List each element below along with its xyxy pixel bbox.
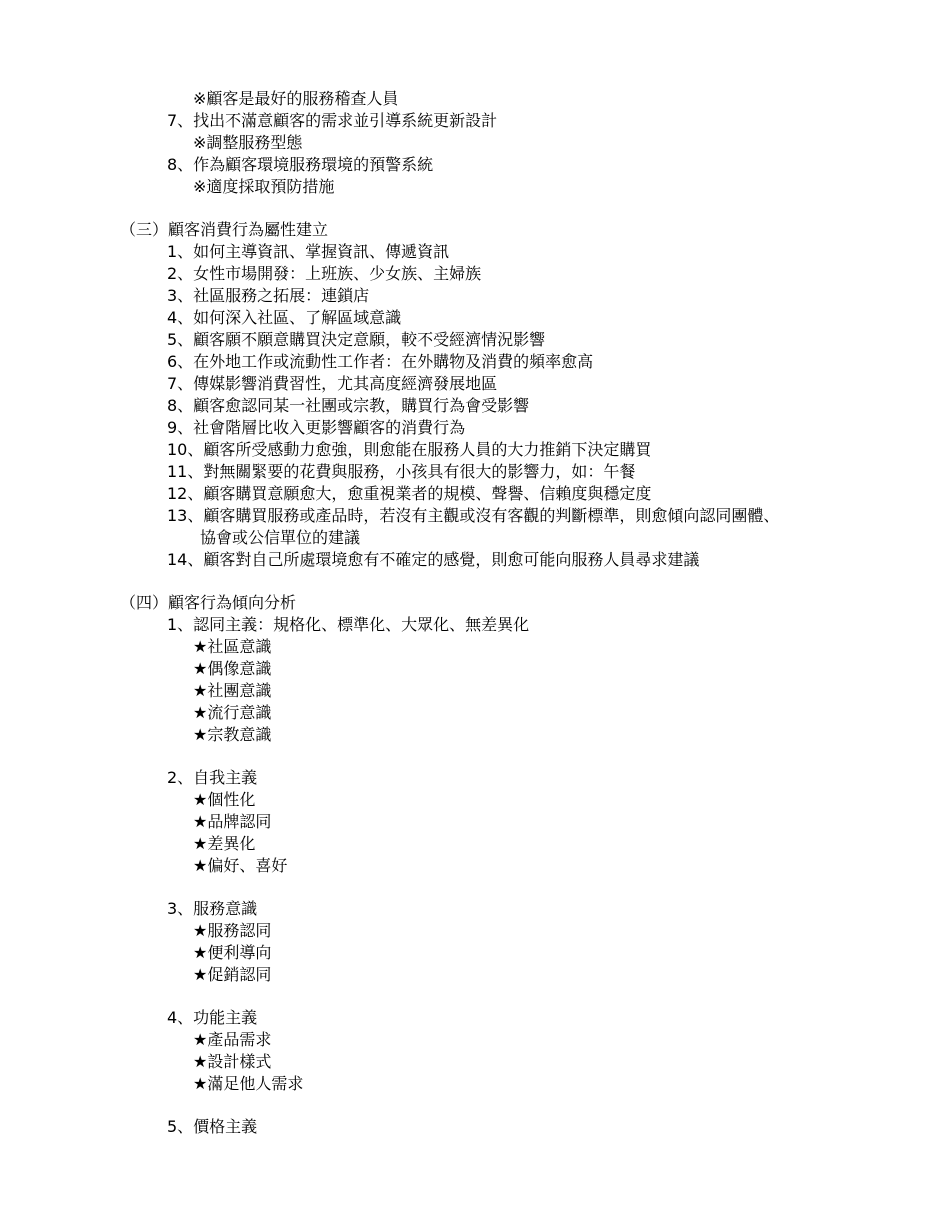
- bullet-point: ★個性化: [193, 790, 256, 809]
- list-item: 14、顧客對自己所處環境愈有不確定的感覺，則愈可能向服務人員尋求建議: [167, 550, 700, 569]
- list-item: 2、女性市場開發：上班族、少女族、主婦族: [167, 264, 482, 283]
- bullet-point: ★滿足他人需求: [193, 1074, 304, 1093]
- list-item: 9、社會階層比收入更影響顧客的消費行為: [167, 418, 466, 437]
- list-item: 8、顧客愈認同某一社團或宗教，購買行為會受影響: [167, 396, 530, 415]
- group-title: 1、認同主義：規格化、標準化、大眾化、無差異化: [167, 615, 530, 634]
- bullet-point: ★便利導向: [193, 943, 272, 962]
- list-item: 3、社區服務之拓展：連鎖店: [167, 286, 370, 305]
- list-item: 13、顧客購買服務或產品時，若沒有主觀或沒有客觀的判斷標準，則愈傾向認同團體、: [167, 506, 780, 525]
- list-item: 4、如何深入社區、了解區域意識: [167, 308, 402, 327]
- bullet-point: ★品牌認同: [193, 812, 272, 831]
- group-title: 3、服務意識: [167, 899, 258, 918]
- bullet-point: ★服務認同: [193, 921, 272, 940]
- bullet-point: ★產品需求: [193, 1030, 272, 1049]
- note-prevention: ※適度採取預防措施: [193, 177, 335, 196]
- list-item: 1、如何主導資訊、掌握資訊、傳遞資訊: [167, 242, 450, 261]
- section-4-heading: （四）顧客行為傾向分析: [120, 593, 297, 612]
- bullet-point: ★社團意識: [193, 681, 272, 700]
- list-item-continuation: 協會或公信單位的建議: [200, 528, 361, 547]
- note-customer-auditor: ※顧客是最好的服務稽查人員: [193, 89, 399, 108]
- list-item: 5、顧客願不願意購買決定意願，較不受經濟情況影響: [167, 330, 546, 349]
- bullet-point: ★差異化: [193, 834, 256, 853]
- bullet-point: ★設計樣式: [193, 1052, 272, 1071]
- list-item: 6、在外地工作或流動性工作者：在外購物及消費的頻率愈高: [167, 352, 594, 371]
- group-title: 4、功能主義: [167, 1008, 258, 1027]
- section-3-heading: （三）顧客消費行為屬性建立: [120, 220, 329, 239]
- bullet-point: ★偏好、喜好: [193, 856, 288, 875]
- bullet-point: ★促銷認同: [193, 965, 272, 984]
- group-title: 2、自我主義: [167, 768, 258, 787]
- note-adjust-service: ※調整服務型態: [193, 133, 303, 152]
- list-item: 12、顧客購買意願愈大，愈重視業者的規模、聲譽、信賴度與穩定度: [167, 484, 652, 503]
- group-title: 5、價格主義: [167, 1117, 258, 1136]
- list-item: 10、顧客所受感動力愈強，則愈能在服務人員的大力推銷下決定購買: [167, 440, 652, 459]
- bullet-point: ★流行意識: [193, 703, 272, 722]
- bullet-point: ★宗教意識: [193, 725, 272, 744]
- list-item: 7、傳媒影響消費習性，尤其高度經濟發展地區: [167, 374, 498, 393]
- bullet-point: ★偶像意識: [193, 659, 272, 678]
- list-item-7: 7、找出不滿意顧客的需求並引導系統更新設計: [167, 111, 498, 130]
- list-item: 11、對無關緊要的花費與服務，小孩具有很大的影響力，如：午餐: [167, 462, 636, 481]
- bullet-point: ★社區意識: [193, 637, 272, 656]
- list-item-8: 8、作為顧客環境服務環境的預警系統: [167, 155, 434, 174]
